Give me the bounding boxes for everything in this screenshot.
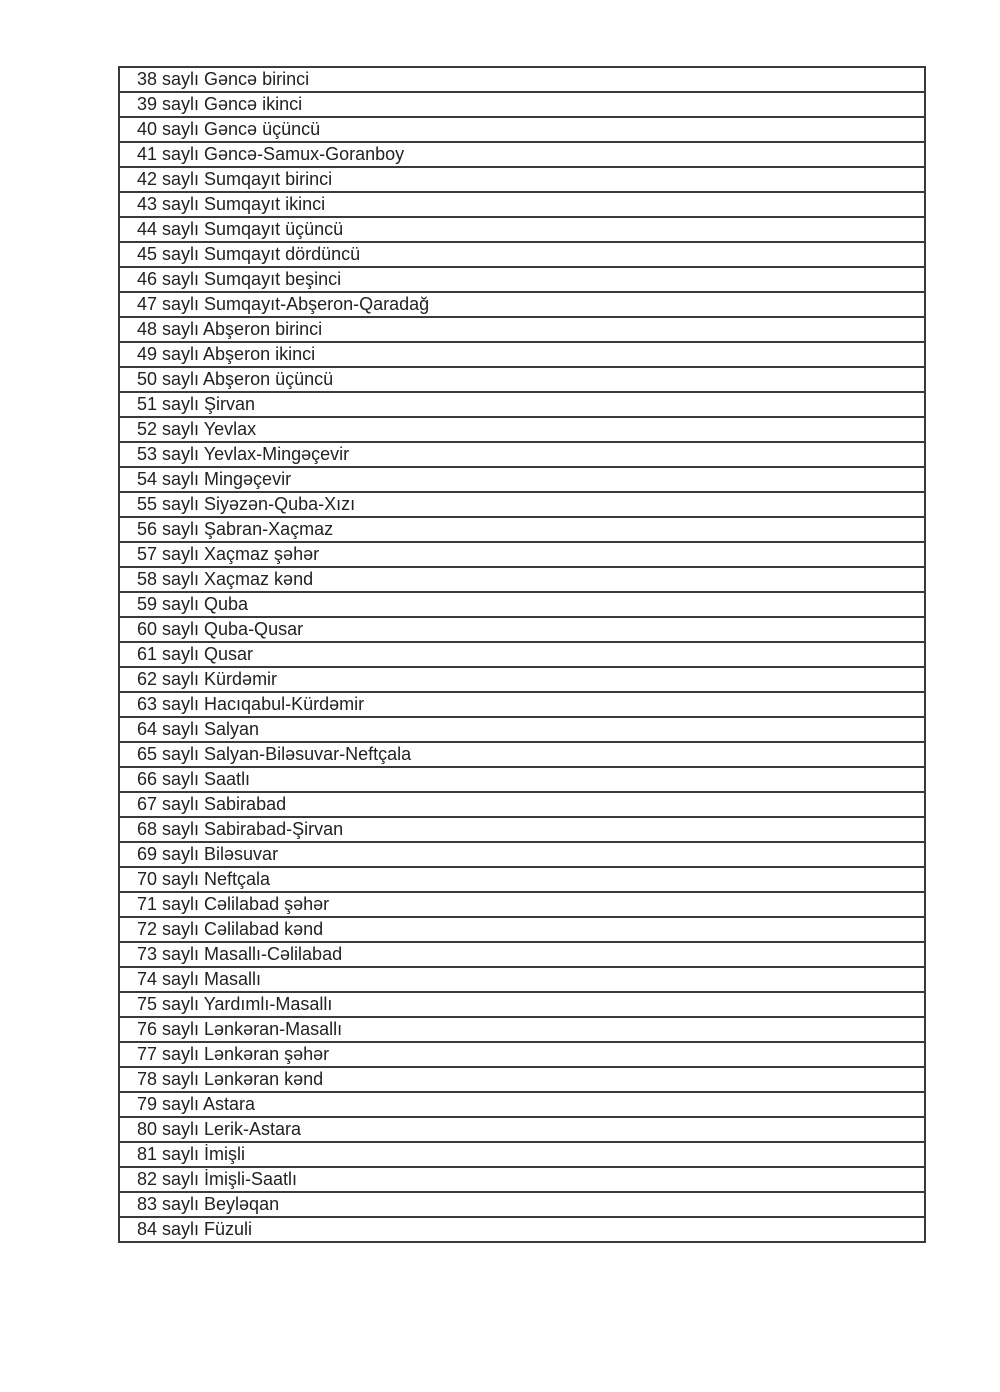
table-row — [119, 1092, 925, 1117]
district-cell: 68 saylı Sabirabad-Şirvan — [119, 817, 925, 842]
table-row — [119, 492, 925, 517]
table-row — [119, 967, 925, 992]
table-row — [119, 142, 925, 167]
district-cell: 47 saylı Sumqayıt-Abşeron-Qaradağ — [119, 292, 925, 317]
district-cell: 80 saylı Lerik-Astara — [119, 1117, 925, 1142]
district-cell: 56 saylı Şabran-Xaçmaz — [119, 517, 925, 542]
table-row — [119, 67, 925, 92]
district-cell: 45 saylı Sumqayıt dördüncü — [119, 242, 925, 267]
table-row — [119, 217, 925, 242]
district-cell: 70 saylı Neftçala — [119, 867, 925, 892]
table-row — [119, 717, 925, 742]
table-row — [119, 692, 925, 717]
district-cell: 77 saylı Lənkəran şəhər — [119, 1042, 925, 1067]
table-row — [119, 1167, 925, 1192]
district-cell: 42 saylı Sumqayıt birinci — [119, 167, 925, 192]
table-row — [119, 292, 925, 317]
district-cell: 41 saylı Gəncə-Samux-Goranboy — [119, 142, 925, 167]
table-row — [119, 517, 925, 542]
district-cell: 75 saylı Yardımlı-Masallı — [119, 992, 925, 1017]
table-row — [119, 192, 925, 217]
table-row — [119, 792, 925, 817]
table-row — [119, 617, 925, 642]
table-row — [119, 117, 925, 142]
district-cell: 69 saylı Biləsuvar — [119, 842, 925, 867]
district-cell: 61 saylı Qusar — [119, 642, 925, 667]
table-row — [119, 442, 925, 467]
table-row — [119, 667, 925, 692]
table-row — [119, 1192, 925, 1217]
table-row — [119, 467, 925, 492]
district-cell: 76 saylı Lənkəran-Masallı — [119, 1017, 925, 1042]
table-row — [119, 1142, 925, 1167]
district-cell: 73 saylı Masallı-Cəlilabad — [119, 942, 925, 967]
district-cell: 83 saylı Beyləqan — [119, 1192, 925, 1217]
table-row — [119, 167, 925, 192]
districts-table-body — [119, 67, 925, 1242]
table-row — [119, 242, 925, 267]
table-row — [119, 942, 925, 967]
district-cell: 79 saylı Astara — [119, 1092, 925, 1117]
district-cell: 64 saylı Salyan — [119, 717, 925, 742]
district-cell: 72 saylı Cəlilabad kənd — [119, 917, 925, 942]
district-cell: 39 saylı Gəncə ikinci — [119, 92, 925, 117]
table-row — [119, 992, 925, 1017]
district-cell: 67 saylı Sabirabad — [119, 792, 925, 817]
table-row — [119, 917, 925, 942]
districts-table — [118, 66, 926, 1243]
district-cell: 62 saylı Kürdəmir — [119, 667, 925, 692]
district-cell: 65 saylı Salyan-Biləsuvar-Neftçala — [119, 742, 925, 767]
district-cell: 43 saylı Sumqayıt ikinci — [119, 192, 925, 217]
district-cell: 59 saylı Quba — [119, 592, 925, 617]
district-cell: 84 saylı Füzuli — [119, 1217, 925, 1242]
district-cell: 53 saylı Yevlax-Mingəçevir — [119, 442, 925, 467]
district-cell: 81 saylı İmişli — [119, 1142, 925, 1167]
district-cell: 54 saylı Mingəçevir — [119, 467, 925, 492]
district-cell: 66 saylı Saatlı — [119, 767, 925, 792]
table-row — [119, 842, 925, 867]
table-row — [119, 642, 925, 667]
district-cell: 50 saylı Abşeron üçüncü — [119, 367, 925, 392]
table-row — [119, 892, 925, 917]
table-row — [119, 1117, 925, 1142]
district-cell: 78 saylı Lənkəran kənd — [119, 1067, 925, 1092]
district-cell: 40 saylı Gəncə üçüncü — [119, 117, 925, 142]
district-cell: 57 saylı Xaçmaz şəhər — [119, 542, 925, 567]
table-row — [119, 317, 925, 342]
table-row — [119, 817, 925, 842]
table-row — [119, 867, 925, 892]
district-cell: 52 saylı Yevlax — [119, 417, 925, 442]
table-row — [119, 92, 925, 117]
table-row — [119, 567, 925, 592]
district-cell: 46 saylı Sumqayıt beşinci — [119, 267, 925, 292]
table-row — [119, 592, 925, 617]
district-cell: 51 saylı Şirvan — [119, 392, 925, 417]
table-row — [119, 742, 925, 767]
table-row — [119, 542, 925, 567]
table-row — [119, 392, 925, 417]
table-row — [119, 767, 925, 792]
table-row — [119, 1067, 925, 1092]
district-cell: 49 saylı Abşeron ikinci — [119, 342, 925, 367]
table-row — [119, 1217, 925, 1242]
table-row — [119, 367, 925, 392]
table-row — [119, 342, 925, 367]
district-cell: 58 saylı Xaçmaz kənd — [119, 567, 925, 592]
district-cell: 44 saylı Sumqayıt üçüncü — [119, 217, 925, 242]
district-cell: 60 saylı Quba-Qusar — [119, 617, 925, 642]
district-cell: 55 saylı Siyəzən-Quba-Xızı — [119, 492, 925, 517]
table-row — [119, 417, 925, 442]
table-row — [119, 1042, 925, 1067]
district-cell: 71 saylı Cəlilabad şəhər — [119, 892, 925, 917]
district-cell: 74 saylı Masallı — [119, 967, 925, 992]
district-cell: 63 saylı Hacıqabul-Kürdəmir — [119, 692, 925, 717]
district-cell: 82 saylı İmişli-Saatlı — [119, 1167, 925, 1192]
table-row — [119, 267, 925, 292]
district-cell: 48 saylı Abşeron birinci — [119, 317, 925, 342]
district-cell: 38 saylı Gəncə birinci — [119, 67, 925, 92]
table-row — [119, 1017, 925, 1042]
